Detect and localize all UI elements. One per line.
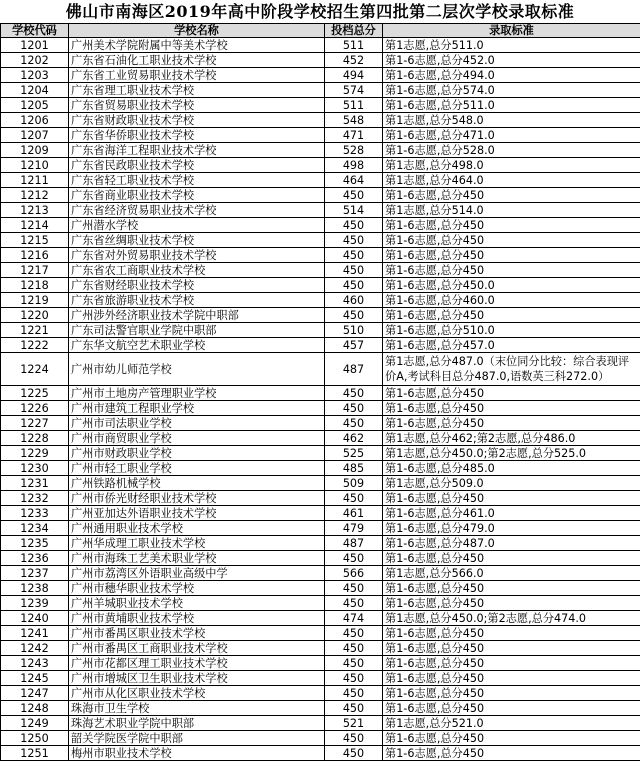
school-name-cell: 广州市商贸职业学校	[69, 431, 325, 446]
school-name-cell: 广州潜水学校	[69, 218, 325, 233]
criteria-cell: 第1-6志愿,总分461.0	[383, 506, 640, 521]
school-code-cell: 1222	[1, 338, 69, 353]
school-name-cell: 广东省丝绸职业技术学校	[69, 233, 325, 248]
school-code-cell: 1231	[1, 476, 69, 491]
table-row	[1, 536, 640, 551]
total-score-cell: 514	[325, 203, 383, 218]
school-code-cell: 1217	[1, 263, 69, 278]
total-score-cell: 474	[325, 611, 383, 626]
table-row	[1, 68, 640, 83]
criteria-cell: 第1-6志愿,总分471.0	[383, 128, 640, 143]
school-code-cell: 1211	[1, 173, 69, 188]
school-code-cell: 1233	[1, 506, 69, 521]
school-code-cell: 1243	[1, 656, 69, 671]
table-row	[1, 98, 640, 113]
criteria-cell: 第1-6志愿,总分450	[383, 686, 640, 701]
table-row	[1, 686, 640, 701]
school-name-cell: 广东省石油化工职业技术学校	[69, 53, 325, 68]
criteria-cell: 第1-6志愿,总分450	[383, 401, 640, 416]
total-score-cell: 525	[325, 446, 383, 461]
criteria-cell: 第1志愿,总分509.0	[383, 476, 640, 491]
school-name-cell: 广州市荔湾区外语职业高级中学	[69, 566, 325, 581]
total-score-cell: 450	[325, 641, 383, 656]
table-row	[1, 53, 640, 68]
table-row	[1, 83, 640, 98]
criteria-cell: 第1-6志愿,总分450	[383, 701, 640, 716]
total-score-cell: 521	[325, 716, 383, 731]
table-row	[1, 323, 640, 338]
school-code-cell: 1250	[1, 731, 69, 746]
table-row	[1, 278, 640, 293]
table-row	[1, 203, 640, 218]
criteria-cell: 第1-6志愿,总分511.0	[383, 98, 640, 113]
school-code-cell: 1241	[1, 626, 69, 641]
total-score-cell: 450	[325, 746, 383, 761]
criteria-cell: 第1-6志愿,总分450	[383, 491, 640, 506]
criteria-cell: 第1-6志愿,总分494.0	[383, 68, 640, 83]
criteria-cell: 第1-6志愿,总分487.0	[383, 536, 640, 551]
total-score-cell: 450	[325, 581, 383, 596]
school-code-cell: 1247	[1, 686, 69, 701]
school-name-cell: 广州市司法职业学校	[69, 416, 325, 431]
table-row	[1, 521, 640, 536]
school-code-cell: 1225	[1, 386, 69, 401]
criteria-cell: 第1志愿,总分462;第2志愿,总分486.0	[383, 431, 640, 446]
total-score-cell: 450	[325, 263, 383, 278]
criteria-cell: 第1志愿,总分464.0	[383, 173, 640, 188]
total-score-cell: 450	[325, 401, 383, 416]
table-body	[1, 38, 640, 761]
total-score-cell: 450	[325, 248, 383, 263]
table-row	[1, 656, 640, 671]
table-row	[1, 581, 640, 596]
criteria-cell: 第1志愿,总分511.0	[383, 38, 640, 53]
total-score-cell: 450	[325, 626, 383, 641]
criteria-cell: 第1-6志愿,总分450	[383, 386, 640, 401]
school-code-cell: 1229	[1, 446, 69, 461]
school-code-cell: 1203	[1, 68, 69, 83]
header-school-code: 学校代码	[1, 24, 69, 38]
school-name-cell: 广州通用职业技术学校	[69, 521, 325, 536]
total-score-cell: 450	[325, 551, 383, 566]
school-name-cell: 广东司法警官职业学院中职部	[69, 323, 325, 338]
school-name-cell: 广东华文航空艺术职业学校	[69, 338, 325, 353]
criteria-cell: 第1-6志愿,总分450	[383, 188, 640, 203]
school-name-cell: 珠海艺术职业学院中职部	[69, 716, 325, 731]
criteria-cell: 第1-6志愿,总分450	[383, 308, 640, 323]
total-score-cell: 450	[325, 278, 383, 293]
total-score-cell: 450	[325, 233, 383, 248]
table-row	[1, 128, 640, 143]
school-name-cell: 广州市番禺区职业技术学校	[69, 626, 325, 641]
school-code-cell: 1218	[1, 278, 69, 293]
school-name-cell: 广东省财政职业技术学校	[69, 113, 325, 128]
criteria-cell: 第1-6志愿,总分450	[383, 641, 640, 656]
school-code-cell: 1209	[1, 143, 69, 158]
criteria-cell: 第1-6志愿,总分460.0	[383, 293, 640, 308]
school-name-cell: 广州市土地房产管理职业学校	[69, 386, 325, 401]
criteria-cell: 第1-6志愿,总分450	[383, 731, 640, 746]
criteria-cell: 第1-6志愿,总分450	[383, 746, 640, 761]
table-row	[1, 248, 640, 263]
school-code-cell: 1205	[1, 98, 69, 113]
criteria-cell: 第1志愿,总分498.0	[383, 158, 640, 173]
school-name-cell: 广州市幼儿师范学校	[69, 353, 325, 386]
table-row	[1, 143, 640, 158]
school-name-cell: 广州市财政职业学校	[69, 446, 325, 461]
table-row	[1, 446, 640, 461]
school-code-cell: 1213	[1, 203, 69, 218]
school-code-cell: 1201	[1, 38, 69, 53]
table-row	[1, 338, 640, 353]
table-row	[1, 38, 640, 53]
school-code-cell: 1210	[1, 158, 69, 173]
table-row	[1, 626, 640, 641]
school-code-cell: 1240	[1, 611, 69, 626]
table-row	[1, 566, 640, 581]
criteria-cell: 第1-6志愿,总分485.0	[383, 461, 640, 476]
criteria-cell: 第1-6志愿,总分450	[383, 551, 640, 566]
school-name-cell: 广东省工业贸易职业技术学校	[69, 68, 325, 83]
table-row	[1, 641, 640, 656]
school-code-cell: 1214	[1, 218, 69, 233]
criteria-cell: 第1-6志愿,总分450	[383, 656, 640, 671]
school-name-cell: 韶关学院医学院中职部	[69, 731, 325, 746]
header-school-name: 学校名称	[69, 24, 325, 38]
school-name-cell: 广州铁路机械学校	[69, 476, 325, 491]
table-row	[1, 353, 640, 386]
total-score-cell: 462	[325, 431, 383, 446]
school-code-cell: 1219	[1, 293, 69, 308]
school-code-cell: 1235	[1, 536, 69, 551]
total-score-cell: 511	[325, 98, 383, 113]
school-code-cell: 1227	[1, 416, 69, 431]
total-score-cell: 450	[325, 686, 383, 701]
header-total-score: 投档总分	[325, 24, 383, 38]
table-row	[1, 491, 640, 506]
table-row	[1, 671, 640, 686]
table-row	[1, 233, 640, 248]
school-name-cell: 广东省商业职业技术学校	[69, 188, 325, 203]
total-score-cell: 548	[325, 113, 383, 128]
total-score-cell: 464	[325, 173, 383, 188]
criteria-cell: 第1-6志愿,总分450	[383, 263, 640, 278]
total-score-cell: 528	[325, 143, 383, 158]
table-row	[1, 263, 640, 278]
school-name-cell: 广东省农工商职业技术学校	[69, 263, 325, 278]
table-row	[1, 476, 640, 491]
table-row	[1, 218, 640, 233]
table-row	[1, 731, 640, 746]
school-name-cell: 广州市花都区理工职业技术学校	[69, 656, 325, 671]
school-name-cell: 广州美术学院附属中等美术学校	[69, 38, 325, 53]
table-row	[1, 308, 640, 323]
school-name-cell: 广州市番禺区工商职业技术学校	[69, 641, 325, 656]
criteria-cell: 第1-6志愿,总分450	[383, 218, 640, 233]
table-row	[1, 293, 640, 308]
criteria-cell: 第1-6志愿,总分574.0	[383, 83, 640, 98]
total-score-cell: 450	[325, 308, 383, 323]
criteria-cell: 第1志愿,总分514.0	[383, 203, 640, 218]
school-code-cell: 1230	[1, 461, 69, 476]
school-name-cell: 广东省华侨职业技术学校	[69, 128, 325, 143]
criteria-cell: 第1-6志愿,总分452.0	[383, 53, 640, 68]
total-score-cell: 450	[325, 188, 383, 203]
school-name-cell: 广州市穗华职业技术学校	[69, 581, 325, 596]
criteria-cell: 第1-6志愿,总分457.0	[383, 338, 640, 353]
school-name-cell: 广州羊城职业技术学校	[69, 596, 325, 611]
school-name-cell: 广东省对外贸易职业技术学校	[69, 248, 325, 263]
table-row	[1, 746, 640, 761]
school-name-cell: 广州市海珠工艺美术职业学校	[69, 551, 325, 566]
school-code-cell: 1232	[1, 491, 69, 506]
school-code-cell: 1237	[1, 566, 69, 581]
school-code-cell: 1226	[1, 401, 69, 416]
school-code-cell: 1212	[1, 188, 69, 203]
criteria-cell: 第1-6志愿,总分450	[383, 671, 640, 686]
table-row	[1, 701, 640, 716]
school-code-cell: 1221	[1, 323, 69, 338]
total-score-cell: 450	[325, 656, 383, 671]
school-name-cell: 广东省民政职业技术学校	[69, 158, 325, 173]
total-score-cell: 460	[325, 293, 383, 308]
table-row	[1, 596, 640, 611]
school-code-cell: 1206	[1, 113, 69, 128]
table-row	[1, 113, 640, 128]
total-score-cell: 566	[325, 566, 383, 581]
school-name-cell: 广东省旅游职业技术学校	[69, 293, 325, 308]
header-admission-criteria: 录取标准	[383, 24, 640, 38]
school-code-cell: 1215	[1, 233, 69, 248]
school-name-cell: 广东省理工职业技术学校	[69, 83, 325, 98]
school-name-cell: 广州市建筑工程职业学校	[69, 401, 325, 416]
table-row	[1, 551, 640, 566]
total-score-cell: 487	[325, 353, 383, 386]
criteria-cell: 第1-6志愿,总分450	[383, 416, 640, 431]
total-score-cell: 450	[325, 218, 383, 233]
school-name-cell: 广州市侨光财经职业技术学校	[69, 491, 325, 506]
school-code-cell: 1216	[1, 248, 69, 263]
school-name-cell: 梅州市职业技术学校	[69, 746, 325, 761]
total-score-cell: 450	[325, 596, 383, 611]
table-row	[1, 461, 640, 476]
total-score-cell: 450	[325, 731, 383, 746]
school-name-cell: 广州涉外经济职业技术学院中职部	[69, 308, 325, 323]
criteria-cell: 第1志愿,总分450.0;第2志愿,总分525.0	[383, 446, 640, 461]
criteria-cell: 第1-6志愿,总分450	[383, 626, 640, 641]
criteria-cell: 第1-6志愿,总分450	[383, 581, 640, 596]
total-score-cell: 485	[325, 461, 383, 476]
criteria-cell: 第1-6志愿,总分450	[383, 596, 640, 611]
total-score-cell: 471	[325, 128, 383, 143]
school-code-cell: 1234	[1, 521, 69, 536]
school-name-cell: 广州华成理工职业技术学校	[69, 536, 325, 551]
criteria-cell: 第1志愿,总分521.0	[383, 716, 640, 731]
criteria-cell: 第1志愿,总分566.0	[383, 566, 640, 581]
school-code-cell: 1228	[1, 431, 69, 446]
table-row	[1, 173, 640, 188]
criteria-cell: 第1-6志愿,总分479.0	[383, 521, 640, 536]
total-score-cell: 574	[325, 83, 383, 98]
total-score-cell: 509	[325, 476, 383, 491]
school-name-cell: 珠海市卫生学校	[69, 701, 325, 716]
school-code-cell: 1242	[1, 641, 69, 656]
total-score-cell: 461	[325, 506, 383, 521]
table-header-row	[1, 24, 640, 38]
criteria-cell: 第1-6志愿,总分450	[383, 248, 640, 263]
school-code-cell: 1220	[1, 308, 69, 323]
table-row	[1, 506, 640, 521]
criteria-cell: 第1-6志愿,总分450.0	[383, 278, 640, 293]
school-code-cell: 1245	[1, 671, 69, 686]
total-score-cell: 452	[325, 53, 383, 68]
table-row	[1, 716, 640, 731]
criteria-cell: 第1-6志愿,总分528.0	[383, 143, 640, 158]
total-score-cell: 479	[325, 521, 383, 536]
total-score-cell: 450	[325, 416, 383, 431]
total-score-cell: 494	[325, 68, 383, 83]
school-name-cell: 广州市增城区卫生职业技术学校	[69, 671, 325, 686]
school-name-cell: 广州市轻工职业学校	[69, 461, 325, 476]
table-row	[1, 416, 640, 431]
school-code-cell: 1251	[1, 746, 69, 761]
school-name-cell: 广东省贸易职业技术学校	[69, 98, 325, 113]
school-code-cell: 1202	[1, 53, 69, 68]
school-code-cell: 1204	[1, 83, 69, 98]
total-score-cell: 457	[325, 338, 383, 353]
criteria-cell: 第1志愿,总分450.0;第2志愿,总分474.0	[383, 611, 640, 626]
school-name-cell: 广东省轻工职业技术学校	[69, 173, 325, 188]
page-title: 佛山市南海区2019年高中阶段学校招生第四批第二层次学校录取标准	[65, 2, 575, 21]
total-score-cell: 510	[325, 323, 383, 338]
total-score-cell: 450	[325, 701, 383, 716]
school-code-cell: 1207	[1, 128, 69, 143]
table-row	[1, 158, 640, 173]
school-code-cell: 1238	[1, 581, 69, 596]
total-score-cell: 487	[325, 536, 383, 551]
total-score-cell: 450	[325, 671, 383, 686]
school-name-cell: 广州市从化区职业技术学校	[69, 686, 325, 701]
admission-table	[0, 23, 640, 761]
total-score-cell: 511	[325, 38, 383, 53]
school-name-cell: 广州亚加达外语职业技术学校	[69, 506, 325, 521]
school-name-cell: 广州市黄埔职业技术学校	[69, 611, 325, 626]
criteria-cell: 第1-6志愿,总分450	[383, 233, 640, 248]
school-name-cell: 广东省经济贸易职业技术学校	[69, 203, 325, 218]
school-name-cell: 广东省海洋工程职业技术学校	[69, 143, 325, 158]
school-code-cell: 1248	[1, 701, 69, 716]
table-row	[1, 188, 640, 203]
table-row	[1, 431, 640, 446]
table-row	[1, 611, 640, 626]
school-code-cell: 1236	[1, 551, 69, 566]
school-code-cell: 1249	[1, 716, 69, 731]
criteria-cell: 第1-6志愿,总分510.0	[383, 323, 640, 338]
total-score-cell: 450	[325, 491, 383, 506]
table-row	[1, 386, 640, 401]
total-score-cell: 450	[325, 386, 383, 401]
criteria-cell: 第1志愿,总分548.0	[383, 113, 640, 128]
table-row	[1, 401, 640, 416]
school-name-cell: 广东省财经职业技术学校	[69, 278, 325, 293]
criteria-cell: 第1志愿,总分487.0（末位同分比较：综合表现评价A,考试科目总分487.0,语数英三科272.0）	[383, 353, 640, 386]
school-code-cell: 1239	[1, 596, 69, 611]
total-score-cell: 498	[325, 158, 383, 173]
school-code-cell: 1224	[1, 353, 69, 386]
